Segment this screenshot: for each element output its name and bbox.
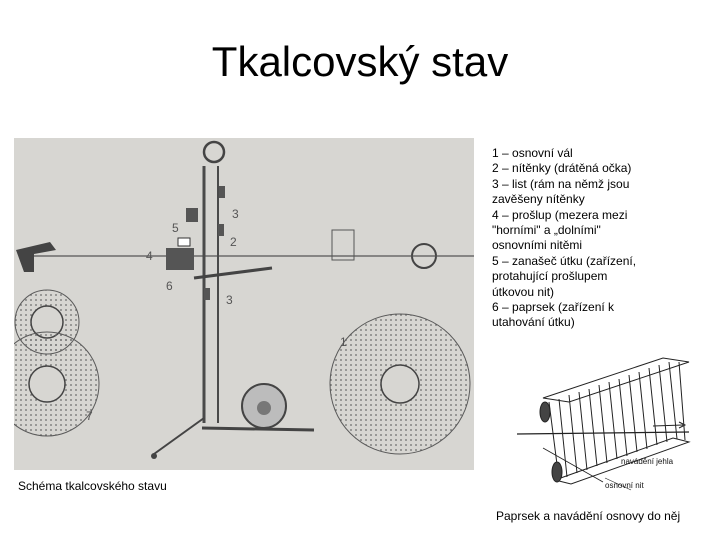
needle-label: navádění jehla xyxy=(621,457,674,466)
pedal-foot xyxy=(151,453,157,459)
heddle-upper xyxy=(219,186,225,198)
legend-line: utahování útku) xyxy=(492,315,575,330)
shuttle-box xyxy=(166,248,194,270)
callout-1: 1 xyxy=(340,335,347,349)
reed-drawing xyxy=(517,358,689,490)
legend-line: "horními" a „dolními" xyxy=(492,223,601,238)
callout-4: 4 xyxy=(146,249,153,263)
warp-label: osnovní nit xyxy=(605,481,644,490)
reed-figure xyxy=(513,352,699,498)
callout-2: 2 xyxy=(230,235,237,249)
loom-schema-drawing xyxy=(14,138,474,470)
legend xyxy=(492,146,714,331)
lever xyxy=(194,268,272,278)
cam-hub xyxy=(257,401,271,415)
legend-line: protahující prošlupem xyxy=(492,269,608,284)
callout-3-lower: 3 xyxy=(226,293,233,307)
legend-line: 5 – zanašeč útku (zařízení, xyxy=(492,253,637,268)
legend-line: útkovou nit) xyxy=(492,284,555,299)
heddle-lower xyxy=(204,288,210,300)
shuttle xyxy=(178,238,190,246)
legend-line: osnovními nitěmi xyxy=(492,238,583,253)
callout-5: 5 xyxy=(172,221,179,235)
left-lower-roll-core xyxy=(29,366,65,402)
legend-line: 2 – nítěnky (drátěná očka) xyxy=(492,161,632,176)
reed-caption: Paprsek a navádění osnovy do něj xyxy=(496,509,681,523)
legend-line: 3 – list (rám na němž jsou xyxy=(492,176,630,191)
heddle-mid xyxy=(218,224,224,236)
legend-line: zavěšeny nítěnky xyxy=(492,192,585,207)
top-pulley xyxy=(204,142,224,162)
legend-line: 4 – prošlup (mezera mezi xyxy=(492,207,628,222)
callout-3-upper: 3 xyxy=(232,207,239,221)
schema-caption: Schéma tkalcovského stavu xyxy=(18,479,167,493)
slide-title: Tkalcovský stav xyxy=(211,38,509,85)
legend-line: 1 – osnovní vál xyxy=(492,146,573,160)
loom-schema-image xyxy=(14,138,474,470)
callout-7: 7 xyxy=(86,409,93,423)
legend-line: 6 – paprsek (zařízení k xyxy=(492,300,615,315)
breast-beam-bracket xyxy=(16,242,56,272)
small-block xyxy=(186,208,198,222)
pedal-rod xyxy=(154,418,204,454)
warp-beam-core xyxy=(381,365,419,403)
treadle xyxy=(202,428,314,430)
callout-6: 6 xyxy=(166,279,173,293)
